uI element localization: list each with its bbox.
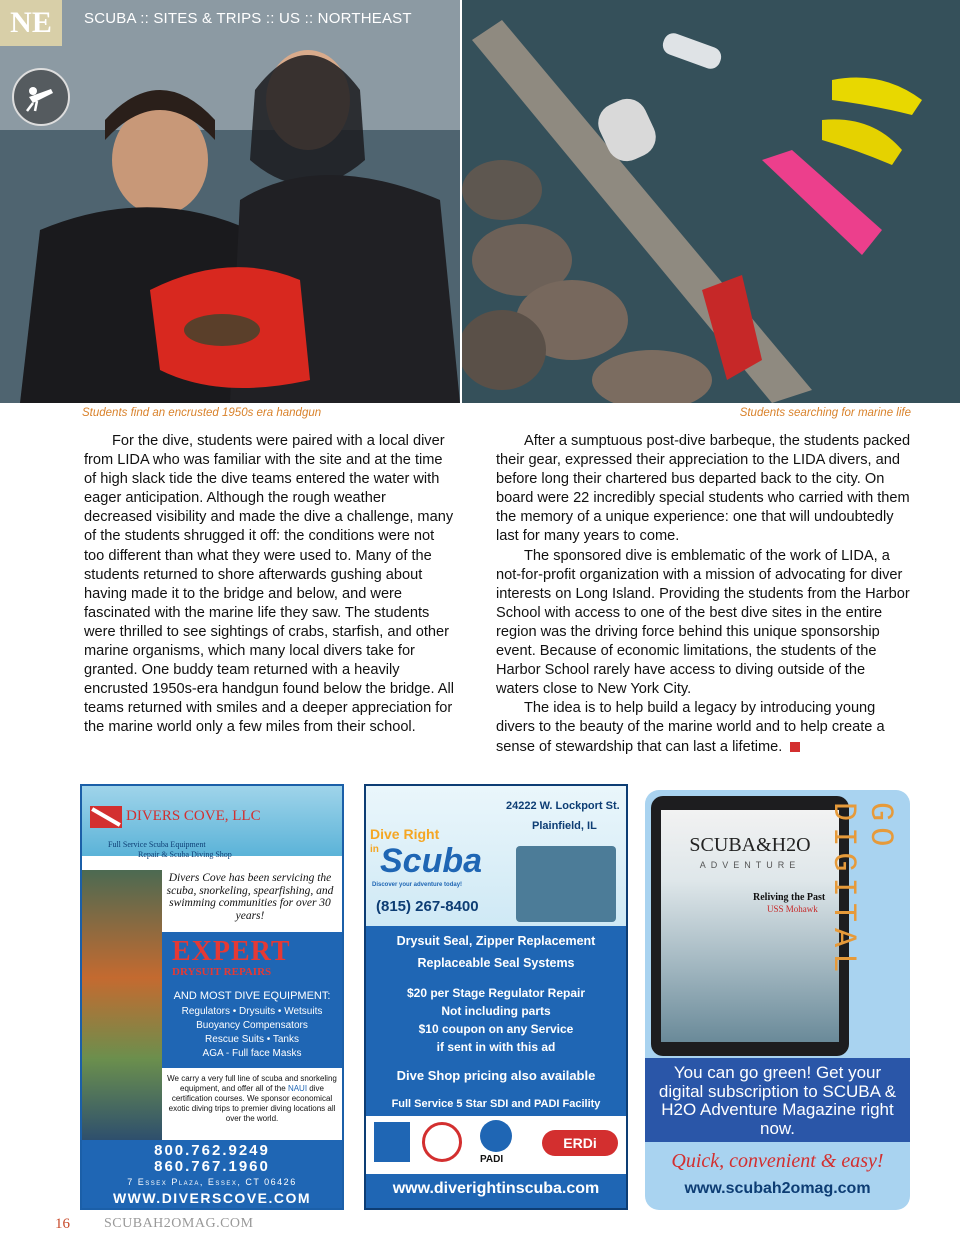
ad-line: $10 coupon on any Service bbox=[418, 1022, 574, 1036]
ad-shop-name: DIVERS COVE, LLC bbox=[126, 808, 261, 824]
padi-label: PADI bbox=[480, 1154, 504, 1165]
photo-illustration-left bbox=[0, 0, 460, 403]
ad-text-panel bbox=[645, 1058, 910, 1142]
ad-drysuit: DRYSUIT REPAIRS bbox=[172, 966, 272, 978]
ad-line: if sent in with this ad bbox=[436, 1040, 556, 1054]
ad-body bbox=[162, 1074, 342, 1124]
footer-site[interactable]: SCUBAH2OMAG.COM bbox=[104, 1216, 254, 1231]
ad-logo-tag: Discover your adventure today! bbox=[372, 882, 463, 888]
paragraph bbox=[496, 699, 912, 756]
ad-body-text: dive certification courses. We sponsor economical exotic diving trips to premier diving locations all over the world. bbox=[168, 1084, 336, 1123]
ad-equip: AGA - Full face Masks bbox=[202, 1048, 302, 1059]
ad-naui: NAUI bbox=[287, 1084, 308, 1093]
ad-contact-panel bbox=[82, 1140, 342, 1208]
sdi-logo-icon bbox=[374, 1122, 410, 1162]
ad-address: 24222 W. Lockport St. bbox=[506, 800, 620, 812]
magazine-cover bbox=[661, 810, 839, 1042]
ad-line: Replaceable Seal Systems bbox=[417, 956, 575, 970]
section-badge: NE bbox=[0, 0, 62, 46]
breadcrumb[interactable]: SCUBA :: SITES & TRIPS :: US :: NORTHEAST bbox=[84, 10, 412, 27]
page-number: 16 bbox=[55, 1216, 70, 1232]
erdi-logo: ERDi bbox=[542, 1130, 618, 1156]
caption-right: Students searching for marine life bbox=[739, 407, 911, 419]
caption-left: Students find an encrusted 1950s era handgun bbox=[82, 407, 322, 419]
paragraph-text: The idea is to help build a legacy by introducing young divers to the beauty of the marine world and to help create a sense of stewardship that can last a lifetime. bbox=[496, 700, 885, 755]
ad-dive-right-in-scuba[interactable] bbox=[364, 784, 628, 1210]
padi-globe-icon bbox=[480, 1120, 512, 1152]
magazine-story: Reliving the Past bbox=[753, 892, 826, 903]
article-column-right bbox=[496, 432, 912, 757]
ad-url[interactable]: www.scubah2omag.com bbox=[684, 1180, 871, 1197]
ad-address: Plainfield, IL bbox=[532, 820, 597, 832]
ad-equip: Regulators • Drysuits • Wetsuits bbox=[181, 1006, 323, 1017]
magazine-title: SCUBA&H2O bbox=[689, 834, 811, 856]
ad-logo: Dive Right bbox=[370, 826, 440, 842]
diver-icon bbox=[12, 68, 70, 126]
ad-equip: Rescue Suits • Tanks bbox=[205, 1034, 299, 1045]
article-column-left bbox=[84, 432, 456, 738]
dive-flag-icon bbox=[90, 806, 122, 828]
paragraph: The sponsored dive is emblematic of the work of LIDA, a not-for-profit organization with a mission of advocating for diver interests on Long Island. Providing the students from the Harbor School with access to one of the best dive sites in the entire region was the driving force behind this unique sponsorship event. Because of economic limitations, the students of the Harbor School rarely have access to diving outside of the waters close to New York City. bbox=[496, 547, 910, 698]
ad-expert: EXPERT bbox=[172, 936, 291, 967]
ad-equip-head: AND MOST DIVE EQUIPMENT: bbox=[173, 990, 331, 1002]
ad-address: 7 Essex Plaza, Essex, CT 06426 bbox=[127, 1177, 297, 1187]
tablet-frame bbox=[651, 796, 849, 1056]
photo-illustration-right bbox=[462, 0, 960, 403]
ad-diver-photos bbox=[82, 870, 162, 1140]
ad-logo-strip bbox=[366, 1116, 626, 1174]
ad-equip: Buoyancy Compensators bbox=[196, 1020, 308, 1031]
ad-line: Drysuit Seal, Zipper Replacement bbox=[396, 934, 596, 948]
ad-text: You can go green! Get your digital subscription to SCUBA & H2O Adventure Magazine right now. bbox=[658, 1063, 897, 1138]
photo-students-handgun bbox=[0, 0, 460, 403]
ad-logo: Scuba bbox=[380, 842, 483, 880]
ad-logo: in bbox=[370, 844, 379, 855]
ad-line: $20 per Stage Regulator Repair bbox=[406, 986, 586, 1000]
ad-script-text: Divers Cove has been servicing the scuba, snorkeling, spearfishing, and swimming communities for over 30 years! bbox=[166, 872, 334, 922]
go-digital-vertical: GO DIGITAL bbox=[825, 802, 899, 979]
ad-phone[interactable]: (815) 267-8400 bbox=[376, 898, 479, 915]
ad-phone[interactable]: 860.767.1960 bbox=[154, 1158, 270, 1175]
ad-line: Not including parts bbox=[441, 1004, 551, 1018]
ad-line: Dive Shop pricing also available bbox=[396, 1068, 596, 1083]
seal-logo-icon bbox=[422, 1122, 462, 1162]
ad-divers-cove[interactable] bbox=[80, 784, 344, 1210]
ad-phone[interactable]: 800.762.9249 bbox=[154, 1142, 270, 1159]
ad-tagline: Repair & Scuba Diving Shop bbox=[138, 850, 232, 859]
paragraph: After a sumptuous post-dive barbeque, the students packed their gear, expressed their appreciation to the LIDA divers, and before long their chartered bus departed back to the city. On board were 22 incredibly special students who carried with them the memory of a unique experience: one that will undoubtedly last for many years to come. bbox=[496, 433, 911, 545]
end-mark-icon bbox=[790, 742, 800, 752]
ad-url[interactable]: www.diverightinscuba.com bbox=[392, 1180, 600, 1197]
magazine-story: USS Mohawk bbox=[767, 904, 818, 914]
ad-body-text: We carry a very full line of scuba and snorkeling equipment, and offer all of the bbox=[167, 1074, 337, 1093]
ad-tagline: Full Service Scuba Equipment bbox=[108, 840, 206, 849]
ad-go-digital[interactable] bbox=[645, 790, 910, 1210]
photo-students-searching bbox=[462, 0, 960, 403]
paragraph: For the dive, students were paired with a local diver from LIDA who was familiar with the site and at the time of high slack tide the dive teams entered the water with eager anticipation. Although the rough weather decreased visibility and made the dive a challenge, many of the students shrugged it off: the conditions were not too different than what they were used to. Many of the students returned to shore afterwards gushing about having made it to the bridge and below, and were fascinated with the marine life they saw. The students were thrilled to see sightings of crabs, starfish, and other marine organisms, which many local divers take for granted. One buddy team returned with a heavily encrusted 1950s-era handgun found below the bridge. All teams returned with smiles and a deeper appreciation for the marine world only a few miles from their school. bbox=[84, 433, 454, 736]
magazine-subtitle: ADVENTURE bbox=[699, 860, 801, 870]
ad-diver-photo bbox=[516, 846, 616, 922]
ad-slogan: Quick, convenient & easy! bbox=[671, 1150, 884, 1172]
ad-repairs-panel bbox=[162, 932, 342, 1068]
ad-url[interactable]: WWW.DIVERSCOVE.COM bbox=[112, 1190, 312, 1206]
ad-line: Full Service 5 Star SDI and PADI Facility bbox=[391, 1098, 601, 1110]
